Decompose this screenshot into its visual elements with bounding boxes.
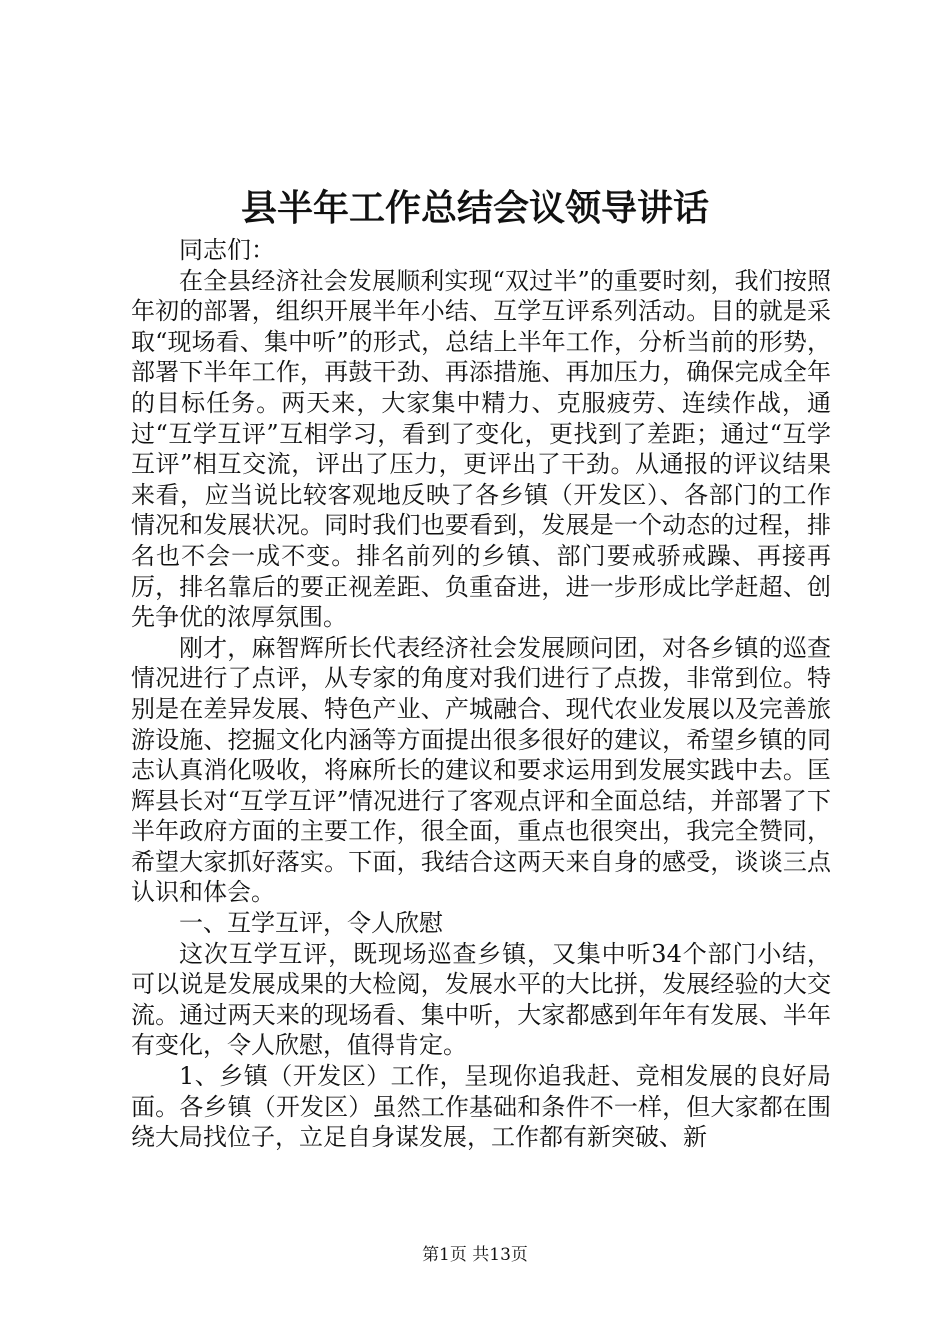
- body-paragraph: 刚才，麻智辉所长代表经济社会发展顾问团，对各乡镇的巡查情况进行了点评，从专家的角度对我们进行了点拨，非常到位。特别是在差异发展、特色产业、产城融合、现代农业发展以及完善旅游设施、挖掘文化内涵等方面提出很多很好的建议，希望乡镇的同志认真消化吸收，将麻所长的建议和要求运用到发展实践中去。匡辉县长对“互学互评”情况进行了客观点评和全面总结，并部署了下半年政府方面的主要工作，很全面，重点也很突出，我完全赞同，希望大家抓好落实。下面，我结合这两天来自身的感受，谈谈三点认识和体会。: [131, 633, 831, 907]
- document-title: 县半年工作总结会议领导讲话: [240, 187, 709, 229]
- body-paragraph: 在全县经济社会发展顺利实现“双过半”的重要时刻，我们按照年初的部署，组织开展半年小结、互学互评系列活动。目的就是采取“现场看、集中听”的形式，总结上半年工作，分析当前的形势，部署下半年工作，再鼓干劲、再添措施、再加压力，确保完成全年的目标任务。两天来，大家集中精力、克服疲劳、连续作战，通过“互学互评”互相学习，看到了变化，更找到了差距；通过“互学互评”相互交流，评出了压力，更评出了干劲。从通报的评议结果来看，应当说比较客观地反映了各乡镇（开发区）、各部门的工作情况和发展状况。同时我们也要看到，发展是一个动态的过程，排名也不会一成不变。排名前列的乡镇、部门要戒骄戒躁、再接再厉，排名靠后的要正视差距、负重奋进，进一步形成比学赶超、创先争优的浓厚氛围。: [131, 266, 831, 632]
- body-paragraph: 这次互学互评，既现场巡查乡镇，又集中听34个部门小结，可以说是发展成果的大检阅，发展水平的大比拼，发展经验的大交流。通过两天来的现场看、集中听，大家都感到年年有发展、半年有变化，令人欣慰，值得肯定。: [131, 939, 831, 1060]
- body-paragraph: 1、乡镇（开发区）工作，呈现你追我赶、竞相发展的良好局面。各乡镇（开发区）虽然工作基础和条件不一样，但大家都在围绕大局找位子，立足自身谋发展，工作都有新突破、新: [131, 1062, 831, 1152]
- page-number-footer: 第1页 共13页: [422, 1245, 528, 1265]
- section-heading: 一、互学互评，令人欣慰: [179, 909, 443, 938]
- salutation-paragraph: 同志们：: [179, 236, 275, 264]
- document-body: [131, 235, 831, 1153]
